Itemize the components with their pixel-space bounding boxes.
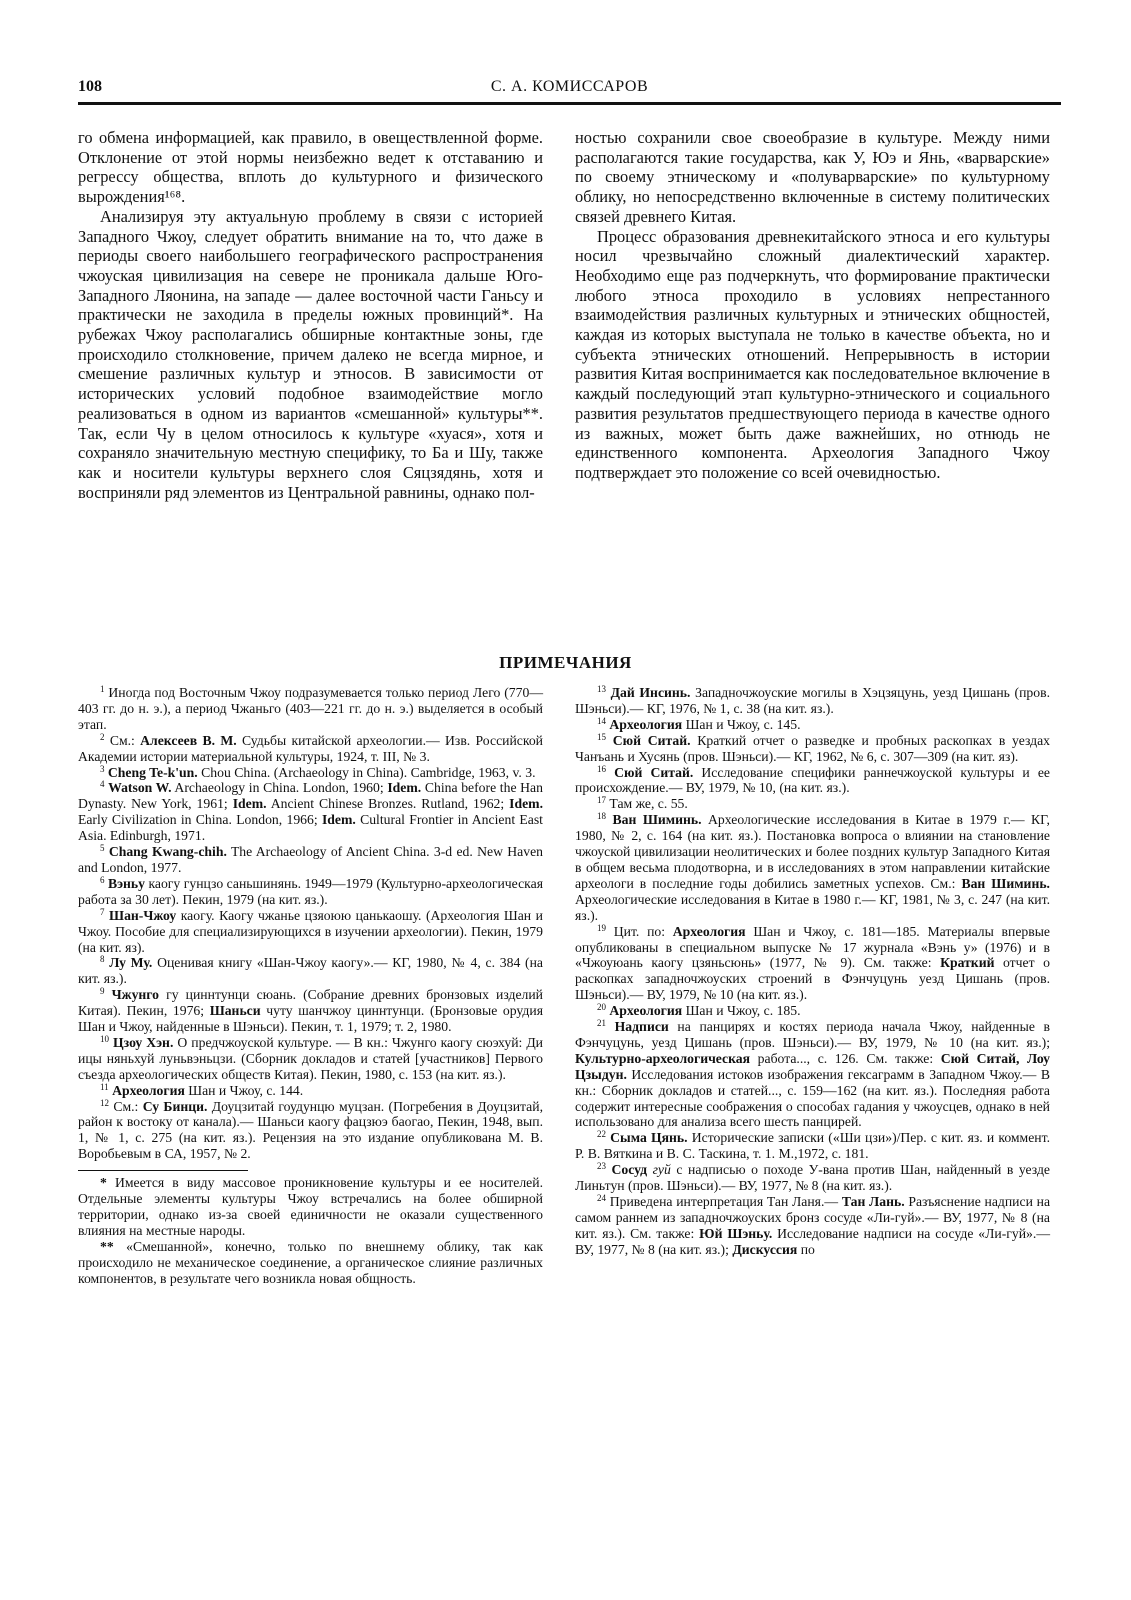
note-10: $^{10}$ Цзоу Хэн. О предчжоуской культуре. — В кн.: Чжунго каогу сюэхуй: Ди ицы няньхуй луньвэньцзи. (Сборник докладов и статей [участников] Первого съезда археологических обществ Китая). Пекин, 1980, с. 153 (на кит. яз.). bbox=[78, 1033, 544, 1082]
note-4: $^4$ Watson W. Archaeology in China. London, 1960; Idem. China before the Han Dynasty. New York, 1961; Idem. Ancient Chinese Bronzes. Rutland, 1962; Idem. Early Civilization in China. London, 1966; Idem. Cultural Frontier in Ancient East Asia. Edinburgh, 1971. bbox=[78, 779, 543, 844]
note-14: $^{14}$ Археология Шан и Чжоу, с. 145. bbox=[597, 715, 801, 732]
note-11: $^{11}$ Археология Шан и Чжоу, с. 144. bbox=[100, 1081, 304, 1098]
body-paragraph: Процесс образования древнекитайского этноса и его культуры носил чрезвычайно сложный диалектический характер. Необходимо еще раз подчеркнуть, что формирование практически любого этноса проходило в условиях непрестанного взаимодействия различных культурных и этнических общностей, каждая из которых выступала не только в качестве объекта, но и субъекта этнических отношений. Непрерывность в истории развития Китая воспринимается как последовательное включение в каждый последующий этап культурно-этнического и социального развития результатов предшествующего периода в качестве одного из важных, может быть даже важнейших, но отнюдь не единственного компонента. Археология Западного Чжоу подтверждает это положение со всей очевидностью. bbox=[575, 226, 1050, 482]
note-22: $^{22}$ Сыма Цянь. Исторические записки («Ши цзи»)/Пер. с кит. яз. и коммент. Р. В. Вяткина и В. С. Таскина, т. 1. М.,1972, с. 181. bbox=[575, 1129, 1050, 1162]
note-5: $^5$ Chang Kwang-chih. The Archaeology of Ancient China. 3-d ed. New Haven and London, 1977. bbox=[78, 843, 544, 875]
body-column-left bbox=[78, 128, 543, 502]
footnote-divider bbox=[78, 1170, 248, 1171]
footnote-double-star: ** «Смешанной», конечно, только по внешнему облику, так как происходило не механическое соединение, а органическое слияние различных компонентов, в результате чего возникла новая общность. bbox=[78, 1238, 543, 1286]
note-1: $^1$ Иногда под Восточным Чжоу подразумевается только период Лего (770—403 гг. до н. э.), а период Чжаньго (403—221 гг. до н. э.) выделяется в особый этап. bbox=[78, 684, 544, 732]
notes-column-right bbox=[575, 685, 1050, 1258]
note-16: $^{16}$ Сюй Ситай. Исследование специфики раннечжоуской культуры и ее происхождение.— ВУ, 1979, № 10, (на кит. яз.). bbox=[575, 763, 1051, 796]
note-13: $^{13}$ Дай Инсинь. Западночжоуские могилы в Хэцзяцунь, уезд Цишань (пров. Шэньси).— КГ, 1976, № 1, с. 38 (на кит. яз.). bbox=[575, 684, 1050, 716]
body-column-right bbox=[575, 128, 1050, 483]
notes-column-left bbox=[78, 685, 543, 1287]
page-number: 108 bbox=[78, 78, 102, 95]
note-24: $^{24}$ Приведена интерпретация Тан Ланя.— Тан Лань. Разъяснение надписи на самом раннем из западночжоуских бронз сосуде «Ли-гуй».— ВУ, 1977, № 8 (на кит. яз.). См. также: Юй Шэньу. Исследование надписи на сосуде «Ли-гуй».— ВУ, 1977, № 8 (на кит. яз.); Дискуссия по bbox=[575, 1193, 1051, 1257]
note-2: $^2$ См.: Алексеев В. М. Судьбы китайской археологии.— Изв. Российской Академии истории материальной культуры, 1924, т. III, № 3. bbox=[78, 731, 543, 764]
note-17: $^{17}$ Там же, с. 55. bbox=[597, 795, 688, 812]
note-9: $^9$ Чжунго гу циннтунци сюань. (Собрание древних бронзовых изделий Китая). Пекин, 1976; Шаньси чуту шанчжоу циннтунци. (Бронзовые орудия Шан и Чжоу, найденные в Шэньси). Пекин, т. 1, 1979; т. 2, 1980. bbox=[78, 986, 544, 1035]
note-20: $^{20}$ Археология Шан и Чжоу, с. 185. bbox=[597, 1002, 801, 1019]
page-header bbox=[78, 78, 1061, 105]
note-8: $^8$ Лу Му. Оценивая книгу «Шан-Чжоу каогу».— КГ, 1980, № 4, с. 384 (на кит. яз.). bbox=[78, 954, 544, 987]
note-3: $^3$ Cheng Te-k'un. Chou China. (Archaeology in China). Cambridge, 1963, v. 3. bbox=[100, 763, 536, 780]
note-21: $^{21}$ Надписи на панцирях и костях периода начала Чжоу, найденные в Фэнчуцунь, уезд Цишань (пров. Шэньси).— ВУ, 1979, № 10 (на кит. яз.); Культурно-археологическая работа..., с. 126. См. также: Сюй Ситай, Лоу Цзыдун. Исследования истоков изображения гексаграмм в Западном Чжоу.— В кн.: Сборник докладов и статей..., с. 159—162 (на кит. яз.). Последняя работа содержит интересные соображения о способах гадания у чжоусцев, однако в ней использовано для анализа всего шесть панцирей. bbox=[575, 1018, 1050, 1130]
running-head: С. А. КОМИССАРОВ bbox=[490, 78, 649, 95]
note-19: $^{19}$ Цит. по: Археология Шан и Чжоу, с. 181—185. Материалы впервые опубликованы в специальном выпуске № 17 журнала «Вэнь у» (1976) и в «Чжоуюань каогу цзяньсюнь» (1977, № 9). См. также: Краткий отчет о раскопках западночжоуских строений в Фэнчуцунь уезд Цишань (пров. Шэньси).— ВУ, 1979, № 10 (на кит. яз.). bbox=[575, 922, 1050, 1003]
note-7: $^7$ Шан-Чжоу каогу. Каогу чжанье цзяоюю цанькаошу. (Археология Шан и Чжоу. Пособие для специализирующихся в изучении археологии). Пекин, 1979 (на кит. яз). bbox=[78, 906, 543, 955]
footnote-star: * Имеется в виду массовое проникновение культуры и ее носителей. Отдельные элементы культуры Чжоу встречались на более обширной территории, однако из-за своей единичности не оказали существенного влияния на местные народы. bbox=[78, 1175, 543, 1238]
body-paragraph: го обмена информацией, как правило, в овеществленной форме. Отклонение от этой нормы неизбежно ведет к отставанию и регрессу общества, вплоть до культурного и физического вырождения¹⁶⁸. bbox=[78, 128, 543, 207]
note-6: $^6$ Вэньу каогу гунцзо саньшинянь. 1949—1979 (Культурно-археологическая работа за 30 лет). Пекин, 1979 (на кит. яз.). bbox=[78, 874, 543, 907]
note-23: $^{23}$ Сосуд гуй с надписью о походе У-вана против Шан, найденный в уезде Линьтун (пров. Шэньси).— ВУ, 1977, № 8 (на кит. яз.). bbox=[575, 1161, 1050, 1194]
note-15: $^{15}$ Сюй Ситай. Краткий отчет о разведке и пробных раскопках в уездах Чанъань и Хусянь (пров. Шэньси).— КГ, 1962, № 6, с. 307—309 (на кит. яз). bbox=[575, 731, 1050, 764]
body-paragraph: Анализируя эту актуальную проблему в связи с историей Западного Чжоу, следует обратить внимание на то, что даже в периоды своего наибольшего географического распространения чжоуская цивилизация на севере не проникала дальше Юго-Западного Ляонина, на западе — далее восточной части Ганьсу и практически не заходила в пределы южных провинций*. На рубежах Чжоу располагались обширные контактные зоны, где происходило столкновение, причем далеко не всегда мирное, и смешение различных культур и этносов. В зависимости от исторических условий подобное взаимодействие могло реализоваться в одном из вариантов «смешанной» культуры**. Так, если Чу в целом относилось к культуре «хуася», хотя и сохраняло значительную местную специфику, то Ба и Шу, также как и носители культуры верхнего слоя Сяцзядянь, хотя и восприняли ряд элементов из Центральной равнины, однако пол- bbox=[78, 206, 543, 502]
notes-heading: ПРИМЕЧАНИЯ bbox=[499, 653, 632, 672]
note-18: $^{18}$ Ван Шиминь. Археологические исследования в Китае в 1979 г.— КГ, 1980, № 2, с. 164 (на кит. яз.). Постановка вопроса о влиянии на становление чжоуской цивилизации неолитических и более поздних культур Западного Китая в общем весьма плодотворна, и в исследованиях в этом направлении китайские археологи в последние годы добились заметных успехов. См.: Ван Шиминь. Археологические исследования в Китае в 1980 г.— КГ, 1981, № 3, с. 247 (на кит. яз.). bbox=[575, 811, 1050, 923]
note-12: $^{12}$ См.: Су Бинци. Доуцзитай гоудунцю муцзан. (Погребения в Доуцзитай, район к востоку от канала).— Шаньси каогу фацзюэ баогао, Пекин, 1948, вып. 1, № 1, с. 275 (на кит. яз.). Рецензия на это издание опубликована М. В. Воробьевым в СА, 1957, № 2. bbox=[78, 1097, 544, 1162]
body-paragraph: ностью сохранили свое своеобразие в культуре. Между ними располагаются такие государства, как У, Юэ и Янь, «варварские» по своему этническому и «полуварварские» по культурному облику, но непосредственно включенные в систему политических связей древнего Китая. bbox=[575, 128, 1050, 226]
